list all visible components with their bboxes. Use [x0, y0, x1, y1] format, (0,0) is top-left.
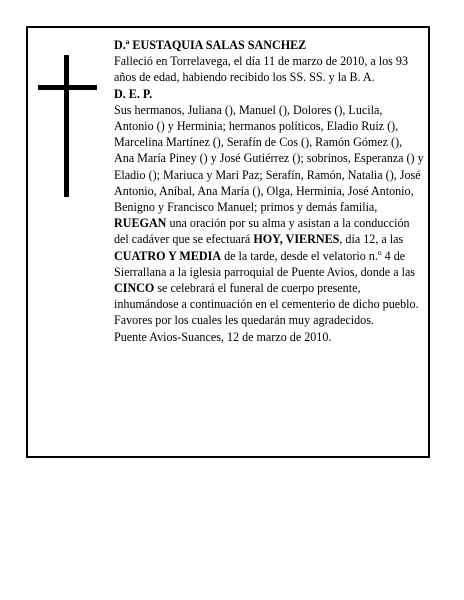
cross-icon: [64, 55, 69, 197]
request-text-1: una oración por su alma y asistan a la conducción del cadáver que se efectuará: [114, 216, 410, 247]
death-line: Falleció en Torrelavega, el día 11 de marzo de 2010, a los 93 años de edad, habiendo recibido los SS. SS. y la B. A.: [114, 54, 409, 85]
obituary-text: [114, 37, 424, 345]
rip-line: D. E. P.: [114, 86, 153, 101]
mass-time: CINCO: [114, 281, 155, 296]
place-date: Puente Avios-Suances, 12 de marzo de 2010.: [114, 329, 332, 344]
request-text-4: se celebrará el funeral de cuerpo presente, inhumándose a continuación en el cementerio de dicho pueblo. Favores por los cuales les quedarán muy agradecidos.: [114, 281, 419, 328]
cross-icon-crossbar: [38, 85, 97, 90]
hoy-viernes: HOY, VIERNES: [253, 232, 340, 247]
request-paragraph: [114, 215, 424, 328]
deceased-name: D.ª EUSTAQUIA SALAS SANCHEZ: [114, 38, 307, 52]
ruegan-word: RUEGAN: [114, 216, 167, 231]
request-text-2: , día 12, a las: [339, 232, 404, 247]
request-text-3: de la tarde, desde el velatorio n.º 4 de Sierrallana a la iglesia parroquial de Puente Avios, donde a las: [114, 248, 416, 279]
family-list: Sus hermanos, Juliana (), Manuel (), Dolores (), Lucila, Antonio () y Herminia; hermanos políticos, Eladio Ruiz (), Marcelina Martínez (), Serafín de Cos (), Ramón Gómez (), Ana María Piney () y José Gutiérrez (); sobrinos, Esperanza () y Eladio (); Mariuca y Mari Paz; Serafín, Ramón, Natalia (), José Antonio, Aníbal, Ana María (), Olga, Herminia, José Antonio, Benigno y Francisco Manuel; primos y demás familia,: [114, 102, 424, 215]
funeral-time: CUATRO Y MEDIA: [114, 248, 222, 263]
